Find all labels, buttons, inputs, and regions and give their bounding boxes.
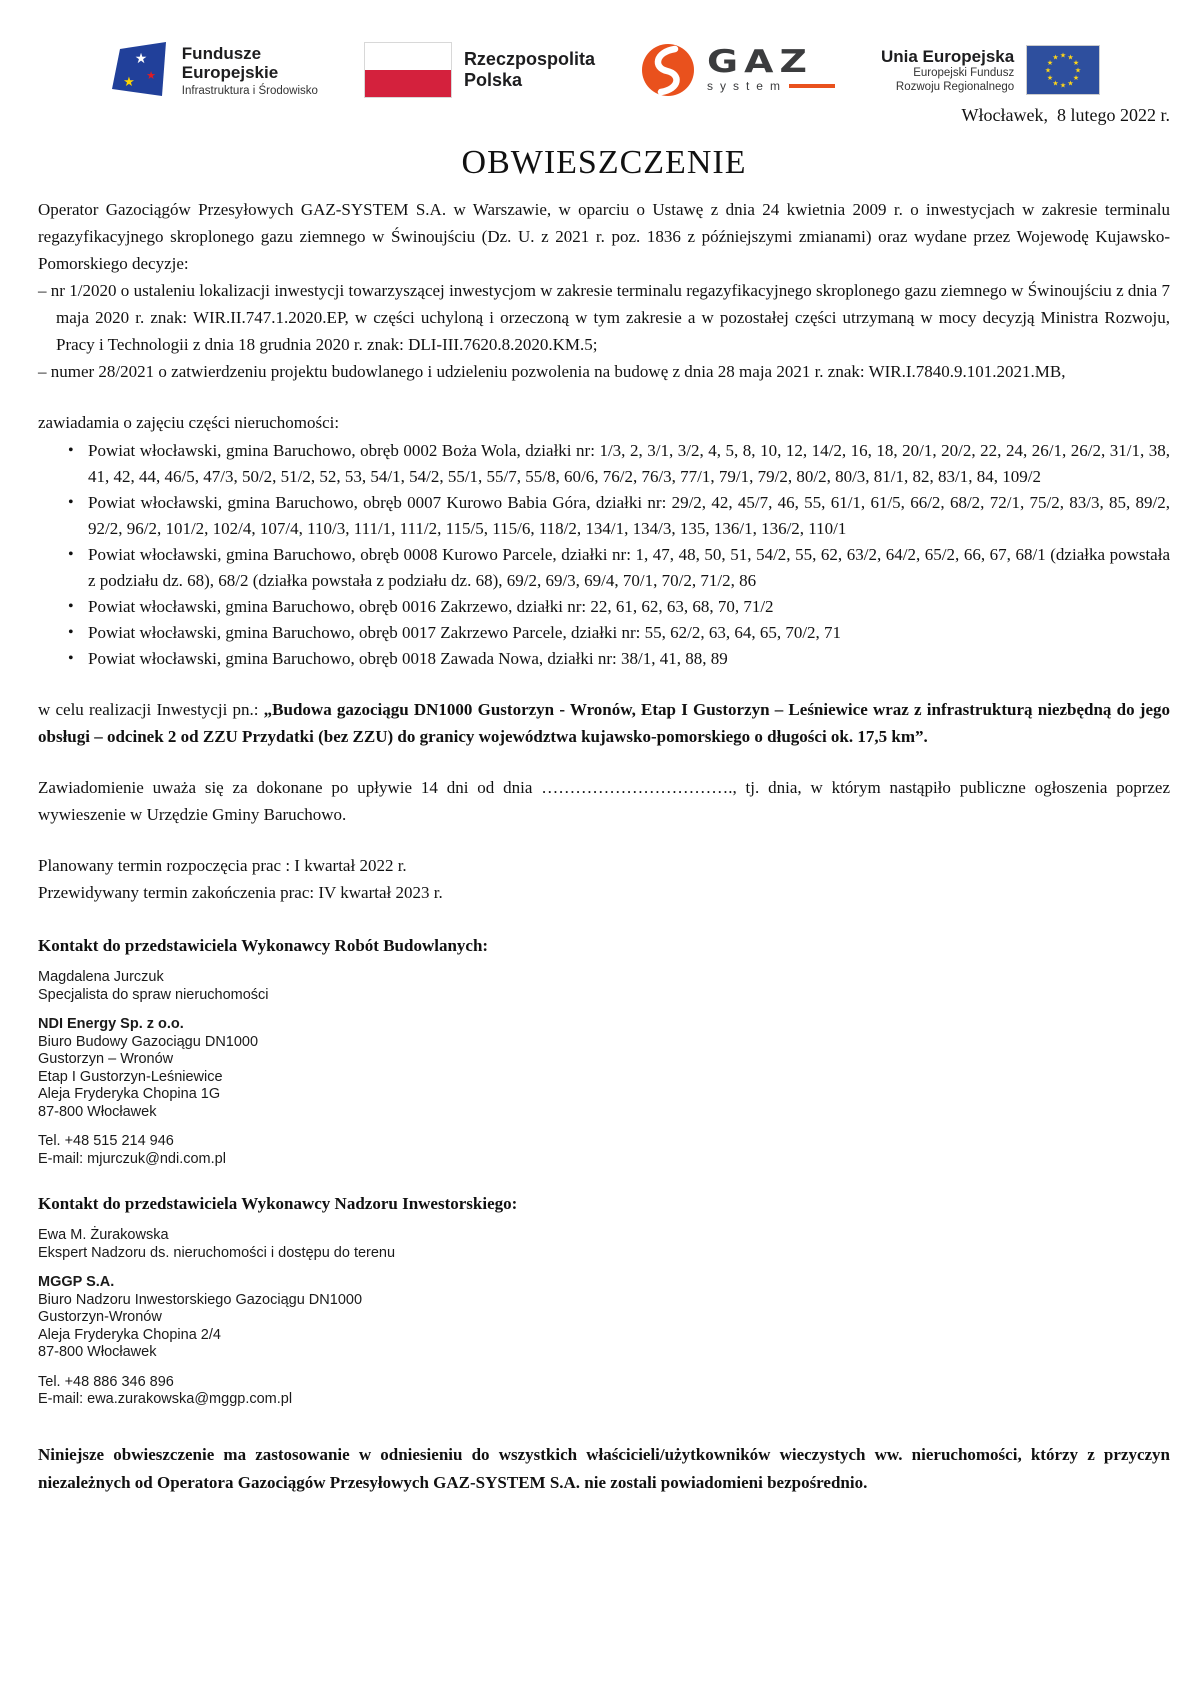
fe-logo-line2: Europejskie — [181, 62, 279, 82]
fe-logo-subtitle: Infrastruktura i Środowisko — [181, 84, 318, 97]
fundusze-europejskie-flag-icon — [108, 40, 170, 100]
parcel-item: • Powiat włocławski, gmina Baruchowo, obręb 0008 Kurowo Parcele, działki nr: 1, 47, 48, 50, 51, 54/2, 55, 62, 63/2, 64/2, 65/2, 66, 67, 68/1 (działka powstała z podziału dz. 68), 68/2 (działka powstała z podziału dz. 68), 69/2, 69/3, 69/4, 70/1, 70/2, 71/2, 86 — [88, 542, 1170, 594]
contact-email: E-mail: mjurczuk@ndi.com.pl — [38, 1150, 226, 1167]
svg-text:★: ★ — [1067, 53, 1074, 62]
logo-strip — [38, 38, 1170, 102]
gaz-system-logo — [641, 43, 835, 97]
purpose-prefix: w celu realizacji Inwestycji pn.: — [38, 700, 264, 719]
eu-logo-title: Unia Europejska — [880, 46, 1015, 66]
eu-logo-sub2: Rozwoju Regionalnego — [895, 80, 1015, 93]
dateline: Włocławek, 8 lutego 2022 r. — [961, 105, 1170, 125]
contact-address-line: Gustorzyn-Wronów — [38, 1309, 162, 1325]
svg-text:★: ★ — [1052, 53, 1059, 62]
investment-title: „Budowa gazociągu DN1000 Gustorzyn - Wronów, Etap I Gustorzyn – Leśniewice wraz z infrastrukturą niezbędną do jego obsługi – odcinek 2 od ZZU Przydatki (bez ZZU) do granicy województwa kujawsko-pomorskiego o długości ok. 17,5 km”. — [38, 700, 1170, 746]
contact-heading-supervision: Kontakt do przedstawiciela Wykonawcy Nadzoru Inwestorskiego: — [38, 1194, 518, 1213]
contact-address-line: Etap I Gustorzyn-Leśniewice — [38, 1068, 223, 1085]
contact-address-line: 87-800 Włocławek — [38, 1344, 157, 1360]
fe-logo-line1: Fundusze — [181, 43, 262, 63]
svg-text:★: ★ — [1052, 79, 1059, 88]
contact-address-line: 87-800 Włocławek — [38, 1103, 157, 1120]
parcel-item: • Powiat włocławski, gmina Baruchowo, obręb 0016 Zakrzewo, działki nr: 22, 61, 62, 63, 68, 70, 71/2 — [88, 594, 1170, 620]
contact-phone: Tel. +48 886 346 896 — [38, 1373, 174, 1390]
contact-role: Ekspert Nadzoru ds. nieruchomości i dostępu do terenu — [38, 1244, 396, 1261]
svg-text:★: ★ — [122, 75, 135, 90]
contact-person: Ewa M. Żurakowska — [38, 1227, 169, 1243]
intro-paragraph: Operator Gazociągów Przesyłowych GAZ-SYSTEM S.A. w Warszawie, w oparciu o Ustawę z dnia 24 kwietnia 2009 r. o inwestycjach w zakresie terminalu regazyfikacyjnego skroplonego gazu ziemnego w Świnoujściu (Dz. U. z 2021 r. poz. 1836 z późniejszymi zmianami) oraz wydane przez Wojewodę Kujawsko-Pomorskiego decyzje: — [38, 200, 1170, 273]
schedule-end: Przewidywany termin zakończenia prac: IV kwartał 2023 r. — [38, 883, 443, 902]
contact-address-line: Aleja Fryderyka Chopina 2/4 — [38, 1326, 221, 1343]
parcels-list — [38, 438, 1170, 672]
parcel-item: • Powiat włocławski, gmina Baruchowo, obręb 0018 Zawada Nowa, działki nr: 38/1, 41, 88, 89 — [88, 646, 1170, 672]
svg-text:★: ★ — [1047, 74, 1054, 82]
svg-text:★: ★ — [1067, 79, 1074, 88]
gaz-wordmark: GAZ — [706, 44, 814, 80]
svg-text:★: ★ — [1045, 66, 1052, 75]
svg-text:★: ★ — [1073, 74, 1080, 82]
contact-address-line: Biuro Nadzoru Inwestorskiego Gazociągu DN1000 — [38, 1291, 363, 1308]
contact-company: NDI Energy Sp. z o.o. — [38, 1016, 184, 1032]
decision-item: – numer 28/2021 o zatwierdzeniu projektu budowlanego i udzieleniu pozwolenia na budowę z dnia 28 maja 2021 r. znak: WIR.I.7840.9.101.2021.MB, — [38, 358, 1170, 385]
contact-heading-construction: Kontakt do przedstawiciela Wykonawcy Robót Budowlanych: — [38, 936, 489, 955]
unia-europejska-logo — [881, 45, 1100, 95]
decisions-list — [38, 277, 1170, 385]
pl-logo-line1: Rzeczpospolita — [463, 49, 595, 69]
contact-role: Specjalista do spraw nieruchomości — [38, 986, 269, 1003]
notification-paragraph: Zawiadomienie uważa się za dokonane po upływie 14 dni od dnia ……………………………., tj. dnia, w którym nastąpiło publiczne ogłoszenia poprzez wywieszenie w Urzędzie Gminy Baruchowo. — [38, 778, 1170, 824]
svg-text:★: ★ — [145, 69, 156, 82]
svg-text:★: ★ — [1073, 59, 1080, 67]
parcel-item: • Powiat włocławski, gmina Baruchowo, obręb 0017 Zakrzewo Parcele, działki nr: 55, 62/2, 63, 64, 65, 70/2, 71 — [88, 620, 1170, 646]
contact-address-line: Aleja Fryderyka Chopina 1G — [38, 1086, 221, 1102]
poland-flag-icon — [364, 42, 452, 98]
parcel-item: • Powiat włocławski, gmina Baruchowo, obręb 0002 Boża Wola, działki nr: 1/3, 2, 3/1, 3/2, 4, 5, 8, 10, 12, 14/2, 16, 18, 20/1, 20/2, 22, 24, 26/1, 26/2, 31/1, 38, 41, 42, 44, 46/5, 47/3, 50/2, 51/2, 52, 53, 54/1, 54/2, 55/1, 55/7, 55/8, 60/6, 76/2, 76/3, 77/1, 79/1, 79/2, 80/2, 80/3, 81/1, 82, 83/1, 84, 109/2 — [88, 438, 1170, 490]
schedule — [38, 852, 1170, 906]
pl-logo-line2: Polska — [463, 70, 522, 90]
gaz-system-label: system — [706, 79, 787, 93]
decision-item: – nr 1/2020 o ustaleniu lokalizacji inwestycji towarzyszącej inwestycjom w zakresie terminalu regazyfikacyjnego skroplonego gazu ziemnego w Świnoujściu z dnia 7 maja 2020 r. znak: WIR.II.747.1.2020.EP, w części uchyloną i orzeczoną w tym zakresie a w pozostałej części utrzymaną w mocy decyzją Ministra Rozwoju, Pracy i Technologii z dnia 18 grudnia 2020 r. znak: DLI-III.7620.8.2020.KM.5; — [38, 277, 1170, 358]
parcel-item: • Powiat włocławski, gmina Baruchowo, obręb 0007 Kurowo Babia Góra, działki nr: 29/2, 42, 45/7, 46, 55, 61/1, 61/5, 66/2, 68/2, 72/1, 75/2, 83/3, 85, 89/2, 92/2, 96/2, 101/2, 102/4, 107/4, 110/3, 111/1, 111/2, 115/5, 115/6, 118/2, 134/1, 134/3, 135, 136/1, 136/2, 110/1 — [88, 490, 1170, 542]
investment-purpose — [38, 696, 1170, 750]
page-title: OBWIESZCZENIE — [461, 144, 747, 181]
fundusze-europejskie-logo — [108, 40, 318, 100]
gaz-orange-line — [789, 84, 835, 88]
contact-person: Magdalena Jurczuk — [38, 969, 164, 985]
schedule-start: Planowany termin rozpoczęcia prac : I kwartał 2022 r. — [38, 856, 407, 875]
contact-block-construction — [38, 969, 1170, 1168]
contact-address-line: Gustorzyn – Wronów — [38, 1051, 174, 1067]
contact-email: E-mail: ewa.zurakowska@mggp.com.pl — [38, 1391, 293, 1407]
svg-text:★: ★ — [1075, 66, 1082, 75]
eu-flag-icon — [1026, 45, 1100, 95]
svg-text:★: ★ — [1060, 81, 1067, 90]
contact-block-supervision — [38, 1227, 1170, 1409]
svg-text:★: ★ — [134, 51, 148, 67]
contact-company: MGGP S.A. — [38, 1274, 115, 1290]
notice-lead: zawiadamia o zajęciu części nieruchomości: — [38, 413, 340, 432]
contact-phone: Tel. +48 515 214 946 — [38, 1133, 174, 1149]
eu-logo-sub1: Europejski Fundusz — [913, 66, 1015, 79]
gaz-system-swirl-icon — [641, 43, 695, 97]
footer-disclaimer: Niniejsze obwieszczenie ma zastosowanie w odniesieniu do wszystkich właścicieli/użytkowników wieczystych ww. nieruchomości, którzy z przyczyn niezależnych od Operatora Gazociągów Przesyłowych GAZ-SYSTEM S.A. nie zostali powiadomieni bezpośrednio. — [38, 1444, 1170, 1492]
svg-text:★: ★ — [1047, 59, 1054, 67]
rzeczpospolita-polska-logo — [364, 42, 595, 98]
svg-text:★: ★ — [1060, 51, 1067, 60]
contact-address-line: Biuro Budowy Gazociągu DN1000 — [38, 1033, 259, 1050]
